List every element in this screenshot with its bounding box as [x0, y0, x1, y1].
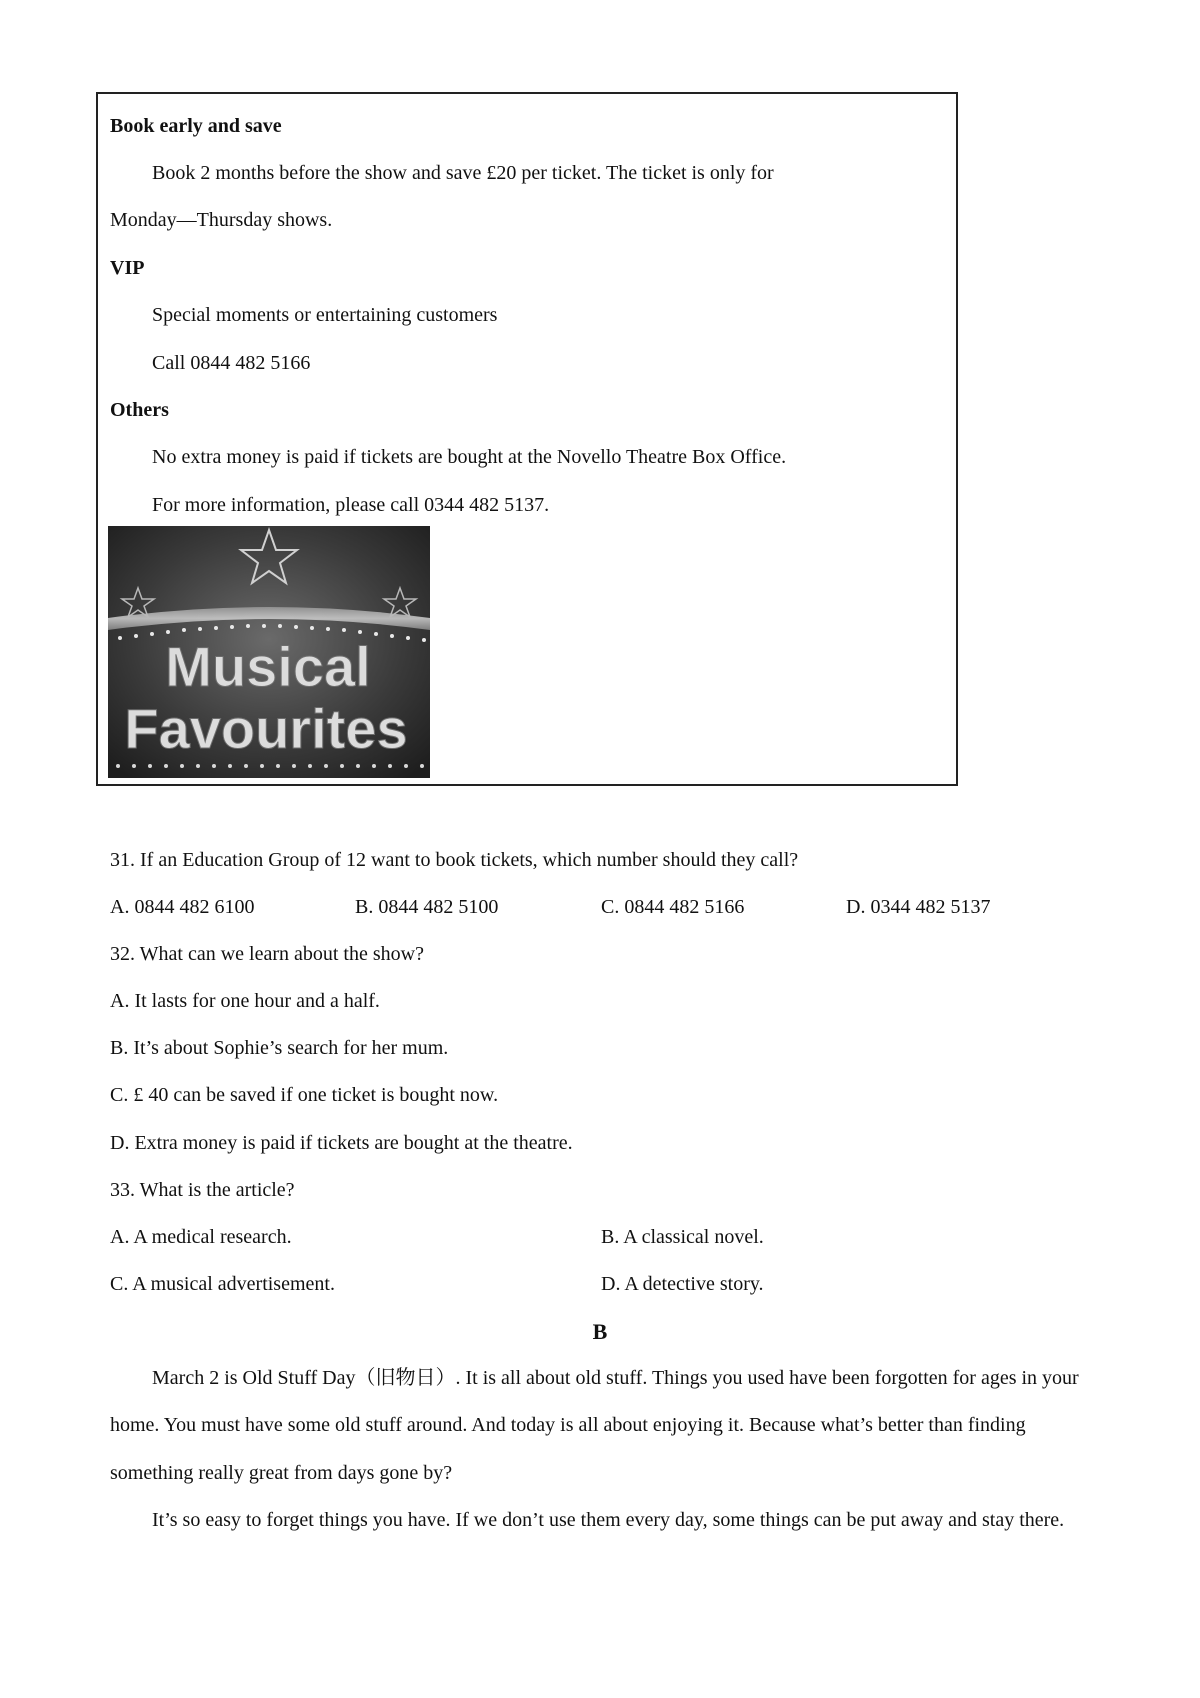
others-line-2: For more information, please call 0344 482 5137.	[152, 494, 550, 516]
q32-option-c: C. £ 40 can be saved if one ticket is bought now.	[110, 1084, 499, 1106]
section-b-paragraph-1-line-3: something really great from days gone by?	[110, 1462, 453, 1484]
poster-title-line-2: Favourites	[124, 697, 408, 760]
others-heading: Others	[110, 399, 169, 421]
q33-option-d: D. A detective story.	[601, 1273, 764, 1295]
q33-option-c: C. A musical advertisement.	[110, 1273, 335, 1295]
q32-option-d: D. Extra money is paid if tickets are bought at the theatre.	[110, 1132, 573, 1154]
q33-option-b: B. A classical novel.	[601, 1226, 764, 1248]
q32-option-a: A. It lasts for one hour and a half.	[110, 990, 380, 1012]
q33-option-a: A. A medical research.	[110, 1226, 292, 1248]
section-b-paragraph-1-line-1: March 2 is Old Stuff Day（旧物日）. It is all about old stuff. Things you used have been forgotten for ages in your	[152, 1367, 1079, 1389]
poster-title-line-1: Musical	[165, 635, 371, 698]
q32-option-b: B. It’s about Sophie’s search for her mum.	[110, 1037, 449, 1059]
others-line-1: No extra money is paid if tickets are bought at the Novello Theatre Box Office.	[152, 446, 787, 468]
musical-favourites-poster	[108, 526, 430, 778]
section-b-paragraph-1-line-2: home. You must have some old stuff around. And today is all about enjoying it. Because what’s better than finding	[110, 1414, 1026, 1436]
vip-line-2: Call 0844 482 5166	[152, 352, 311, 374]
q33-stem: 33. What is the article?	[110, 1179, 295, 1201]
book-early-line-1: Book 2 months before the show and save £20 per ticket. The ticket is only for	[152, 162, 774, 184]
vip-heading: VIP	[110, 257, 145, 279]
q31-option-c: C. 0844 482 5166	[601, 896, 745, 918]
q31-option-d: D. 0344 482 5137	[846, 896, 991, 918]
section-b-heading: B	[592, 1319, 608, 1344]
book-early-heading: Book early and save	[110, 115, 282, 137]
book-early-line-2: Monday—Thursday shows.	[110, 209, 333, 231]
q31-stem: 31. If an Education Group of 12 want to book tickets, which number should they call?	[110, 849, 799, 871]
q31-option-a: A. 0844 482 6100	[110, 896, 255, 918]
section-b-paragraph-2-line-1: It’s so easy to forget things you have. If we don’t use them every day, some things can be put away and stay there.	[152, 1509, 1065, 1531]
q31-option-b: B. 0844 482 5100	[355, 896, 499, 918]
vip-line-1: Special moments or entertaining customers	[152, 304, 498, 326]
q32-stem: 32. What can we learn about the show?	[110, 943, 424, 965]
